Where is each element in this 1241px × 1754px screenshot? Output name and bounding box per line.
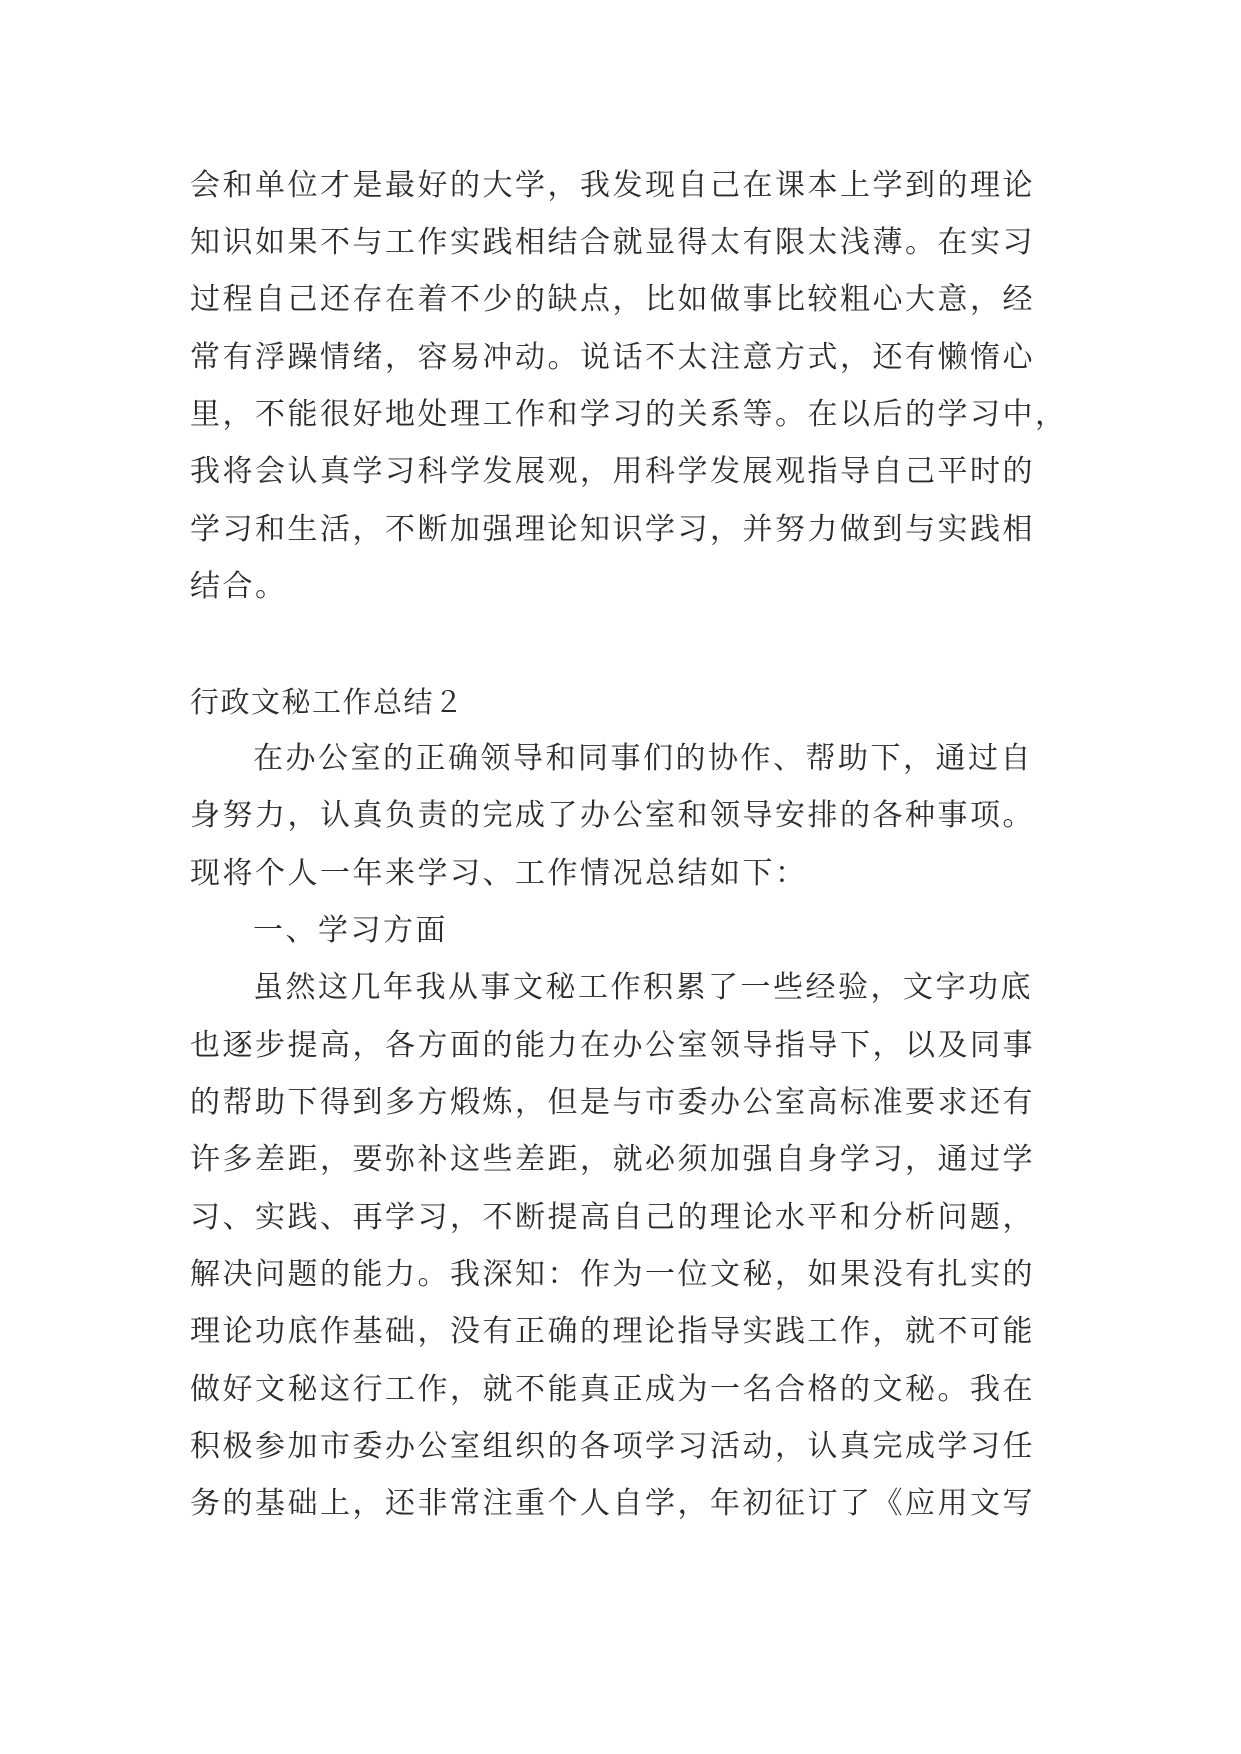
text-line bbox=[0, 157, 1241, 215]
line-text: 在办公室的正确领导和同事们的协作、帮助下，通过自 bbox=[253, 741, 1033, 776]
line-text: 的帮助下得到多方煅炼，但是与市委办公室高标准要求还有 bbox=[190, 1085, 1035, 1120]
line-text: 解决问题的能力。我深知：作为一位文秘，如果没有扎实的 bbox=[190, 1257, 1035, 1292]
line-text: 我将会认真学习科学发展观，用科学发展观指导自己平时的 bbox=[190, 454, 1035, 489]
subheading-text: 一、学习方面 bbox=[253, 913, 448, 948]
line-text: 务的基础上，还非常注重个人自学，年初征订了《应用文写 bbox=[190, 1486, 1035, 1521]
line-text: 虽然这几年我从事文秘工作积累了一些经验，文字功底 bbox=[253, 970, 1033, 1005]
line-text: 学习和生活，不断加强理论知识学习，并努力做到与实践相 bbox=[190, 512, 1035, 547]
text-line bbox=[0, 1131, 1241, 1189]
text-line bbox=[0, 1475, 1241, 1533]
text-line bbox=[0, 730, 1241, 788]
text-line bbox=[0, 558, 1241, 616]
line-text: 理论功底作基础，没有正确的理论指导实践工作，就不可能 bbox=[190, 1314, 1035, 1349]
text-line bbox=[0, 214, 1241, 272]
line-text: 结合。 bbox=[190, 569, 288, 604]
line-text: 积极参加市委办公室组织的各项学习活动，认真完成学习任 bbox=[190, 1429, 1035, 1464]
line-text: 会和单位才是最好的大学，我发现自己在课本上学到的理论 bbox=[190, 168, 1035, 203]
line-text: 做好文秘这行工作，就不能真正成为一名合格的文秘。我在 bbox=[190, 1372, 1035, 1407]
section-heading bbox=[0, 673, 1241, 731]
text-line bbox=[0, 1189, 1241, 1247]
line-text: 里，不能很好地处理工作和学习的关系等。在以后的学习中， bbox=[190, 397, 1068, 432]
subheading bbox=[0, 902, 1241, 960]
heading-text: 行政文秘工作总结２ bbox=[190, 685, 465, 719]
line-text: 习、实践、再学习，不断提高自己的理论水平和分析问题， bbox=[190, 1200, 1035, 1235]
text-line bbox=[0, 329, 1241, 387]
text-line bbox=[0, 1246, 1241, 1304]
line-text: 常有浮躁情绪，容易冲动。说话不太注意方式，还有懒惰心 bbox=[190, 340, 1035, 375]
text-line bbox=[0, 271, 1241, 329]
text-line bbox=[0, 1017, 1241, 1075]
text-line bbox=[0, 959, 1241, 1017]
text-line bbox=[0, 787, 1241, 845]
text-line bbox=[0, 443, 1241, 501]
line-text: 许多差距，要弥补这些差距，就必须加强自身学习，通过学 bbox=[190, 1142, 1035, 1177]
text-line bbox=[0, 1303, 1241, 1361]
text-line bbox=[0, 845, 1241, 903]
line-text: 身努力，认真负责的完成了办公室和领导安排的各种事项。 bbox=[190, 798, 1035, 833]
text-line bbox=[0, 1418, 1241, 1476]
line-text: 也逐步提高，各方面的能力在办公室领导指导下，以及同事 bbox=[190, 1028, 1035, 1063]
line-text: 过程自己还存在着不少的缺点，比如做事比较粗心大意，经 bbox=[190, 282, 1035, 317]
line-text: 知识如果不与工作实践相结合就显得太有限太浅薄。在实习 bbox=[190, 225, 1035, 260]
text-line bbox=[0, 1361, 1241, 1419]
line-text: 现将个人一年来学习、工作情况总结如下： bbox=[190, 856, 808, 891]
text-line bbox=[0, 501, 1241, 559]
text-line bbox=[0, 1074, 1241, 1132]
text-line bbox=[0, 386, 1241, 444]
